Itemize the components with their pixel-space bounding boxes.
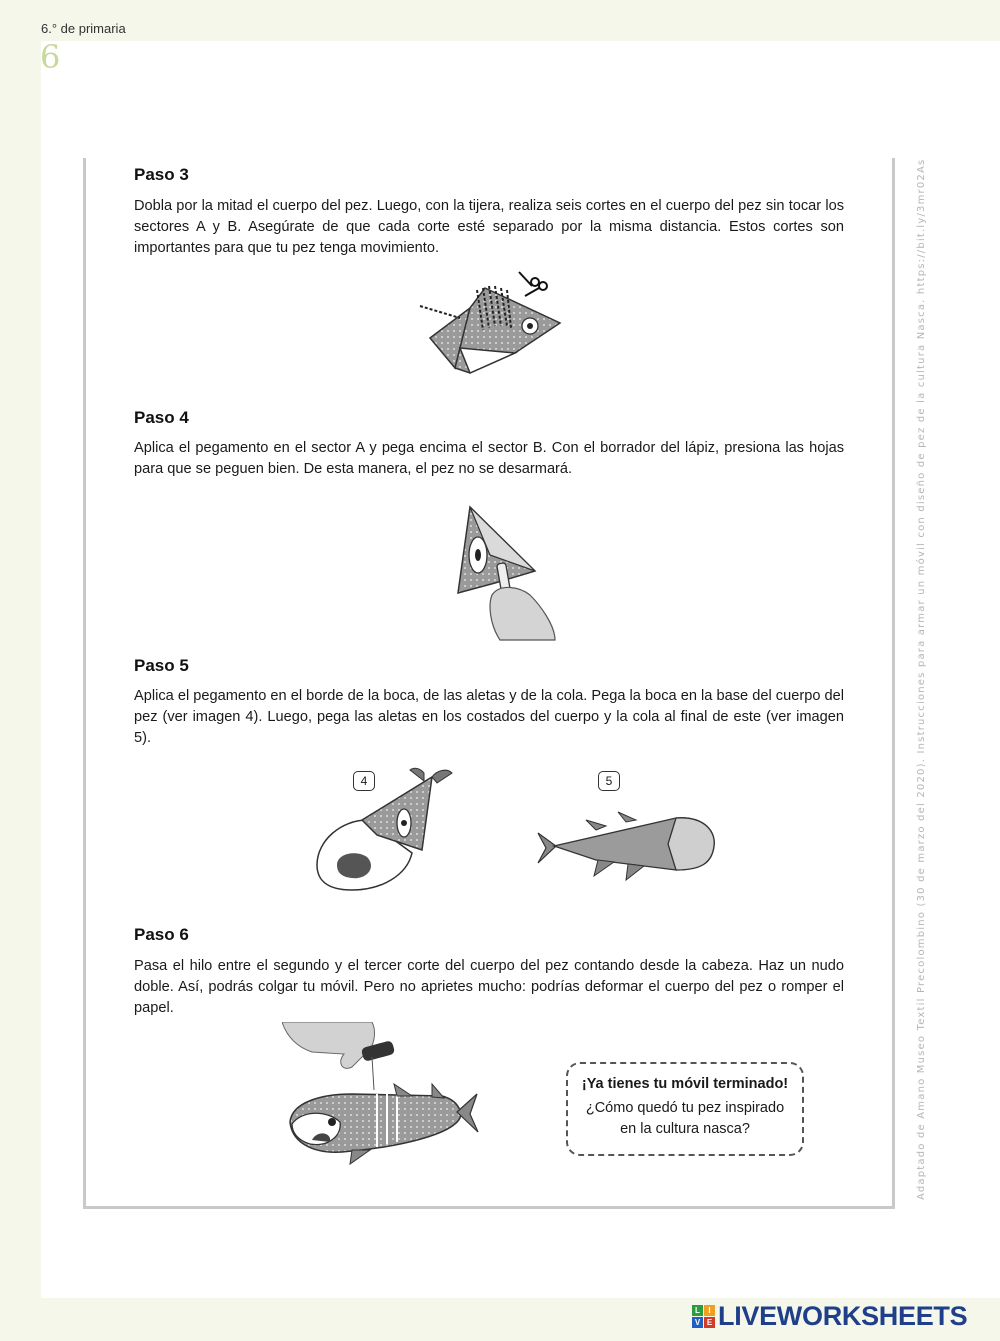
liveworksheets-brand[interactable]	[692, 1300, 967, 1332]
liveworksheets-logo-icon: L I V E	[692, 1305, 715, 1328]
step-5-text: Aplica el pegamento en el borde de la boca, de las aletas y de la cola. Pega la boca en la base del cuerpo del pez (ver imagen 4). Luego, pega las aletas en los costados del cuerpo y la cola al final de este (ver imagen 5).	[134, 688, 844, 746]
completion-callout-text: ¿Cómo quedó tu pez inspirado en la cultura nasca?	[585, 1100, 785, 1137]
step-5-title: Paso 5	[134, 656, 189, 675]
fish-mouth-illustration	[312, 765, 457, 895]
completion-callout	[566, 1062, 804, 1156]
grade-label: 6.° de primaria	[41, 21, 126, 36]
step-4-title: Paso 4	[134, 408, 189, 427]
completion-callout-title: ¡Ya tienes tu móvil terminado!	[581, 1076, 789, 1092]
unit-number: 6	[40, 38, 61, 76]
source-credit: Adaptado de Amano Museo Textil Precolombino (30 de marzo del 2020). Instrucciones para armar un móvil con diseño de pez de la cultura Nasca. https://bit.ly/3mr02As	[916, 158, 927, 1200]
fish-finished-body-illustration	[536, 808, 718, 886]
step-4-text: Aplica el pegamento en el sector A y pega encima el sector B. Con el borrador del lápiz, presiona las hojas para que se peguen bien. De esta manera, el pez no se desarmará.	[134, 440, 844, 477]
step-6-title: Paso 6	[134, 925, 189, 944]
fish-glue-illustration	[450, 505, 560, 645]
fish-hanging-illustration	[282, 1022, 482, 1170]
image-label-5: 5	[598, 771, 620, 791]
scissors-icon	[519, 272, 547, 296]
fish-cut-illustration	[415, 268, 570, 380]
liveworksheets-wordmark: LIVEWORKSHEETS	[718, 1300, 968, 1331]
step-3-title: Paso 3	[134, 165, 189, 184]
step-3-text: Dobla por la mitad el cuerpo del pez. Luego, con la tijera, realiza seis cortes en el cuerpo del pez sin tocar los sectores A y B. Asegúrate de que cada corte esté separado por la misma distancia. Estos cortes son importantes para que tu pez tenga movimiento.	[134, 198, 844, 256]
image-label-4: 4	[353, 771, 375, 791]
step-6-text: Pasa el hilo entre el segundo y el tercer corte del cuerpo del pez contando desde la cabeza. Haz un nudo doble. Así, podrás colgar tu móvil. Pero no aprietes mucho: podrías deformar el cuerpo del pez o romper el papel.	[134, 958, 844, 1016]
